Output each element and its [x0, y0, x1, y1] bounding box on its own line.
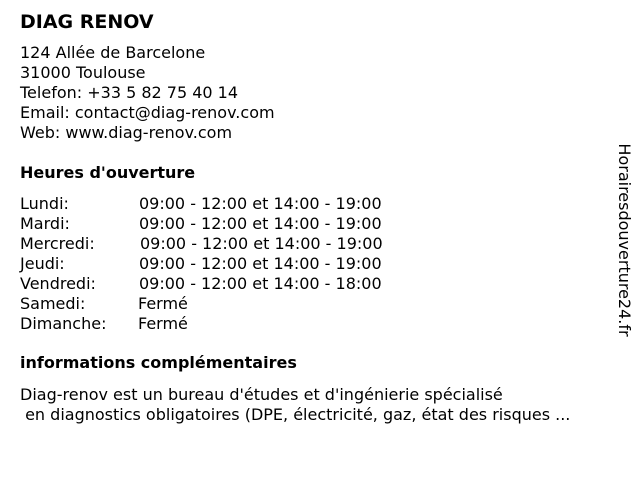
time-value: 09:00 - 12:00 et 14:00 - 19:00 — [139, 214, 382, 233]
phone-line: Telefon: +33 5 82 75 40 14 — [20, 83, 239, 102]
description — [20, 385, 620, 425]
day-label: Lundi: — [20, 194, 69, 213]
time-value: Fermé — [138, 294, 188, 313]
day-label: Mardi: — [20, 214, 70, 233]
hours-row-monday — [20, 194, 440, 214]
web-line: Web: www.diag-renov.com — [20, 123, 233, 142]
day-label: Vendredi: — [20, 274, 96, 293]
business-name: DIAG RENOV — [20, 11, 154, 33]
address-city: 31000 Toulouse — [20, 63, 146, 82]
time-value: Fermé — [138, 314, 188, 333]
email-line: Email: contact@diag-renov.com — [20, 103, 275, 122]
day-label: Samedi: — [20, 294, 86, 313]
hours-table — [20, 194, 440, 334]
description-line: Diag-renov est un bureau d'études et d'ingénierie spécialisé — [20, 385, 503, 404]
time-value: 09:00 - 12:00 et 14:00 - 19:00 — [139, 254, 382, 273]
watermark-text: Horairesdouverture24.fr — [615, 143, 634, 337]
time-value: 09:00 - 12:00 et 14:00 - 19:00 — [139, 194, 382, 213]
address-street: 124 Allée de Barcelone — [20, 43, 206, 62]
day-label: Dimanche: — [20, 314, 107, 333]
time-value: 09:00 - 12:00 et 14:00 - 18:00 — [139, 274, 382, 293]
site-watermark — [614, 135, 634, 345]
hours-row-friday — [20, 274, 440, 294]
hours-row-tuesday — [20, 214, 440, 234]
hours-row-sunday — [20, 314, 440, 334]
description-line: en diagnostics obligatoires (DPE, électricité, gaz, état des risques ... — [20, 405, 571, 424]
contact-block — [20, 43, 275, 143]
time-value: 09:00 - 12:00 et 14:00 - 19:00 — [140, 234, 383, 253]
hours-row-saturday — [20, 294, 440, 314]
day-label: Mercredi: — [20, 234, 95, 253]
hours-row-wednesday — [20, 234, 440, 254]
hours-heading: Heures d'ouverture — [20, 163, 196, 182]
hours-row-thursday — [20, 254, 440, 274]
day-label: Jeudi: — [20, 254, 65, 273]
info-heading: informations complémentaires — [20, 353, 297, 372]
